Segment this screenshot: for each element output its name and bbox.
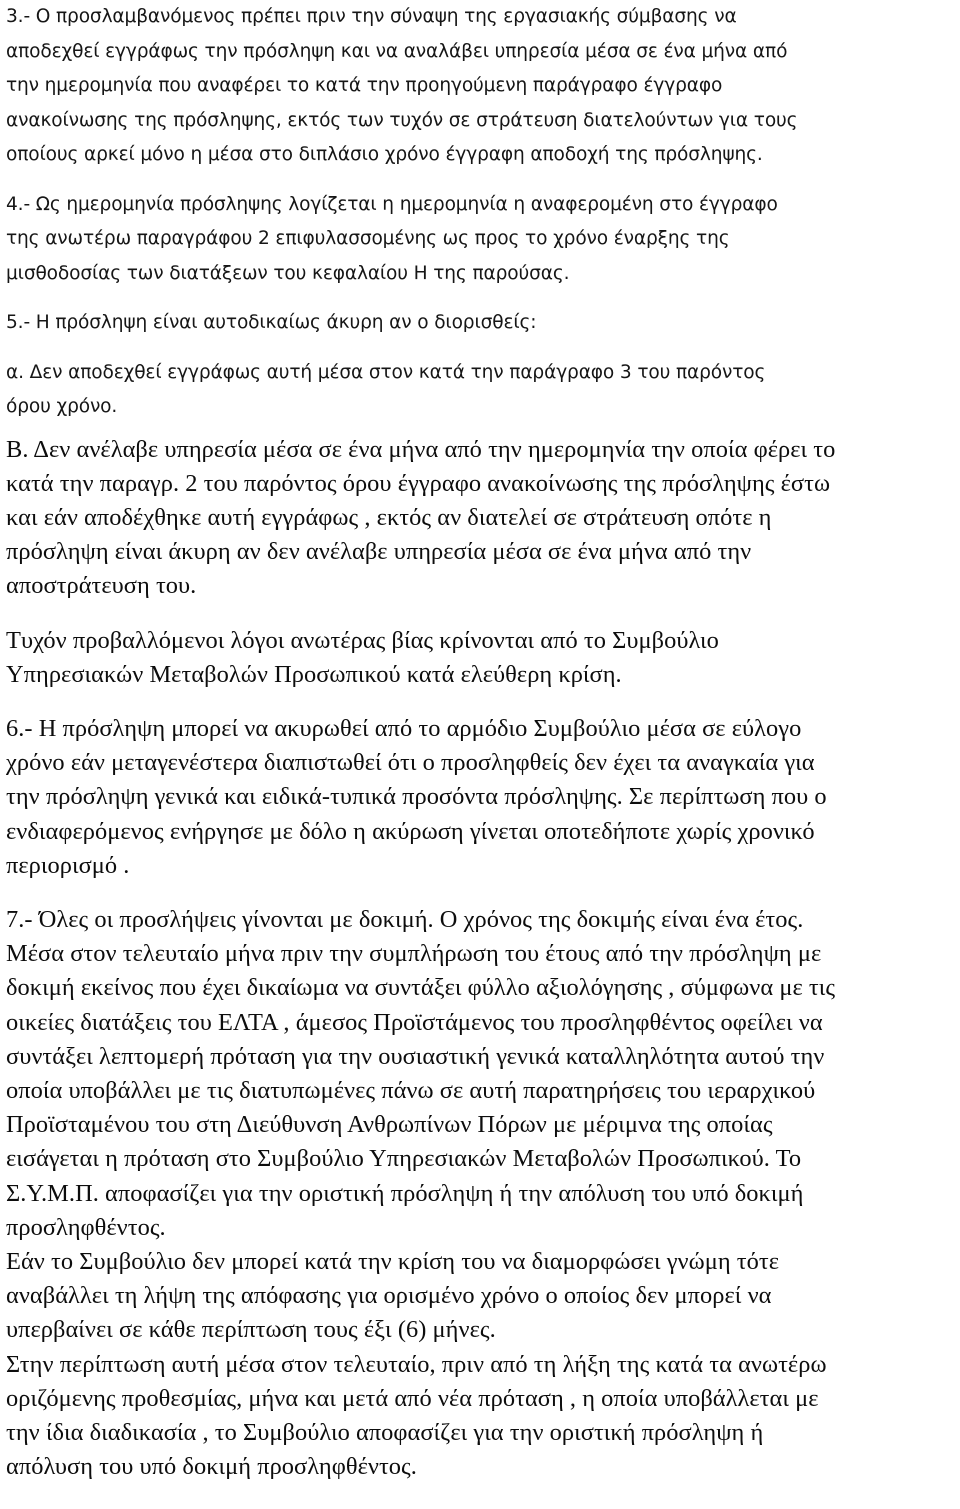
paragraph-7b (6, 1245, 954, 1348)
text-line: δοκιμή εκείνος που έχει δικαίωμα να συντάξει φύλλο αξιολόγησης , σύμφωνα με τις (6, 974, 836, 1002)
paragraph-4 (6, 188, 954, 292)
text-line: Υπηρεσιακών Μεταβολών Προσωπικού κατά ελεύθερη κρίση. (6, 660, 622, 688)
text-line: Σ.Υ.Μ.Π. αποφασίζει για την οριστική πρόσληψη ή την απόλυση του υπό δοκιμή (6, 1179, 804, 1207)
paragraph-5a (6, 356, 954, 425)
text-line: υπερβαίνει σε κάθε περίπτωση τους έξι (6) μήνες. (6, 1316, 496, 1344)
text-line: α. Δεν αποδεχθεί εγγράφως αυτή μέσα στον κατά την παράγραφο 3 του παρόντος (6, 361, 766, 383)
text-line: μισθοδοσίας των διατάξεων του κεφαλαίου Η της παρούσας. (6, 262, 570, 284)
text-line: Μέσα στον τελευταίο μήνα πριν την συμπλήρωση του έτους από την πρόσληψη με (6, 940, 822, 968)
text-line: απόλυση του υπό δοκιμή προσληφθέντος. (6, 1453, 417, 1481)
text-line: αποδεχθεί εγγράφως την πρόσληψη και να αναλάβει υπηρεσία μέσα σε ένα μήνα από (6, 40, 788, 62)
text-line: οριζόμενης προθεσμίας, μήνα και μετά από νέα πρόταση , η οποία υποβάλλεται με (6, 1384, 819, 1412)
text-line: κατά την παραγρ. 2 του παρόντος όρου έγγραφο ανακοίνωσης της πρόσληψης έστω (6, 469, 831, 497)
paragraph-7 (6, 903, 954, 1245)
text-line: και εάν αποδέχθηκε αυτή εγγράφως , εκτός αν διατελεί σε στράτευση οπότε η (6, 503, 772, 531)
text-line: αναβάλλει τη λήψη της απόφασης για ορισμένο χρόνο ο οποίος δεν μπορεί να (6, 1282, 772, 1310)
text-line: περιορισμό . (6, 851, 130, 879)
paragraph-7c (6, 1348, 954, 1485)
text-line: την ημερομηνία που αναφέρει το κατά την προηγούμενη παράγραφο έγγραφο (6, 75, 723, 96)
text-line: συντάξει λεπτομερή πρόταση για την ουσιαστική γενικά καταλληλότητα αυτού την (6, 1042, 825, 1070)
text-line: οποίους αρκεί μόνο η μέσα στο διπλάσιο χρόνο έγγραφη αποδοχή της πρόσληψης. (6, 144, 763, 165)
text-line: χρόνο εάν μεταγενέστερα διαπιστωθεί ότι ο προσληφθείς δεν έχει τα αναγκαία για (6, 749, 815, 777)
text-line: εισάγεται η πρόταση στο Συμβούλιο Υπηρεσιακών Μεταβολών Προσωπικού. Το (6, 1145, 802, 1173)
text-line: Τυχόν προβαλλόμενοι λόγοι ανωτέρας βίας κρίνονται από το Συμβούλιο (6, 626, 719, 654)
text-line: προσληφθέντος. (6, 1213, 166, 1241)
text-line: οικείες διατάξεις του ΕΛΤΑ , άμεσος Προϊστάμενος του προσληφθέντος οφείλει να (6, 1008, 823, 1036)
text-line: πρόσληψη είναι άκυρη αν δεν ανέλαβε υπηρεσία μέσα σε ένα μήνα από την (6, 538, 752, 566)
text-line: της ανωτέρω παραγράφου 2 επιφυλασσομένης ως προς το χρόνο έναρξης της (6, 228, 730, 249)
text-line: ενδιαφερόμενος ενήργησε με δόλο η ακύρωση γίνεται οποτεδήποτε χωρίς χρονικό (6, 817, 815, 845)
text-line: 5.- Η πρόσληψη είναι αυτοδικαίως άκυρη αν ο διορισθείς: (6, 312, 537, 333)
text-line: 3.- Ο προσλαμβανόμενος πρέπει πριν την σύναψη της εργασιακής σύμβασης να (6, 6, 737, 27)
paragraph-3 (6, 0, 954, 173)
text-line: 4.- Ως ημερομηνία πρόσληψης λογίζεται η ημερομηνία η αναφερομένη στο έγγραφο (6, 193, 778, 215)
text-line: την πρόσληψη γενικά και ειδικά-τυπικά προσόντα πρόσληψης. Σε περίπτωση που ο (6, 783, 827, 811)
paragraph-5 (6, 306, 954, 341)
text-line: την ίδια διαδικασία , το Συμβούλιο αποφασίζει για την οριστική πρόσληψη ή (6, 1418, 764, 1446)
text-line: Στην περίπτωση αυτή μέσα στον τελευταίο, πριν από τη λήξη της κατά τα ανωτέρω (6, 1350, 827, 1378)
text-line: Εάν το Συμβούλιο δεν μπορεί κατά την κρίση του να διαμορφώσει γνώμη τότε (6, 1247, 780, 1275)
text-line: οποία υποβάλλει με τις διατυπωμένες πάνω σε αυτή παρατηρήσεις του ιεραρχικού (6, 1076, 816, 1104)
paragraph-6 (6, 712, 954, 883)
paragraph-5b (6, 433, 954, 604)
text-line: όρου χρόνο. (6, 396, 118, 417)
text-line: Β. Δεν ανέλαβε υπηρεσία μέσα σε ένα μήνα από την ημερομηνία την οποία φέρει το (6, 435, 836, 463)
text-line: αποστράτευση του. (6, 572, 197, 600)
paragraph-5c (6, 624, 954, 692)
text-line: Προϊσταμένου του στη Διεύθυνση Ανθρωπίνων Πόρων με μέριμνα της οποίας (6, 1111, 773, 1139)
text-line: 7.- Όλες οι προσλήψεις γίνονται με δοκιμή. Ο χρόνος της δοκιμής είναι ένα έτος. (6, 905, 804, 933)
text-line: 6.- Η πρόσληψη μπορεί να ακυρωθεί από το αρμόδιο Συμβούλιο μέσα σε εύλογο (6, 714, 802, 742)
text-line: ανακοίνωσης της πρόσληψης, εκτός των τυχόν σε στράτευση διατελούντων για τους (6, 109, 798, 131)
